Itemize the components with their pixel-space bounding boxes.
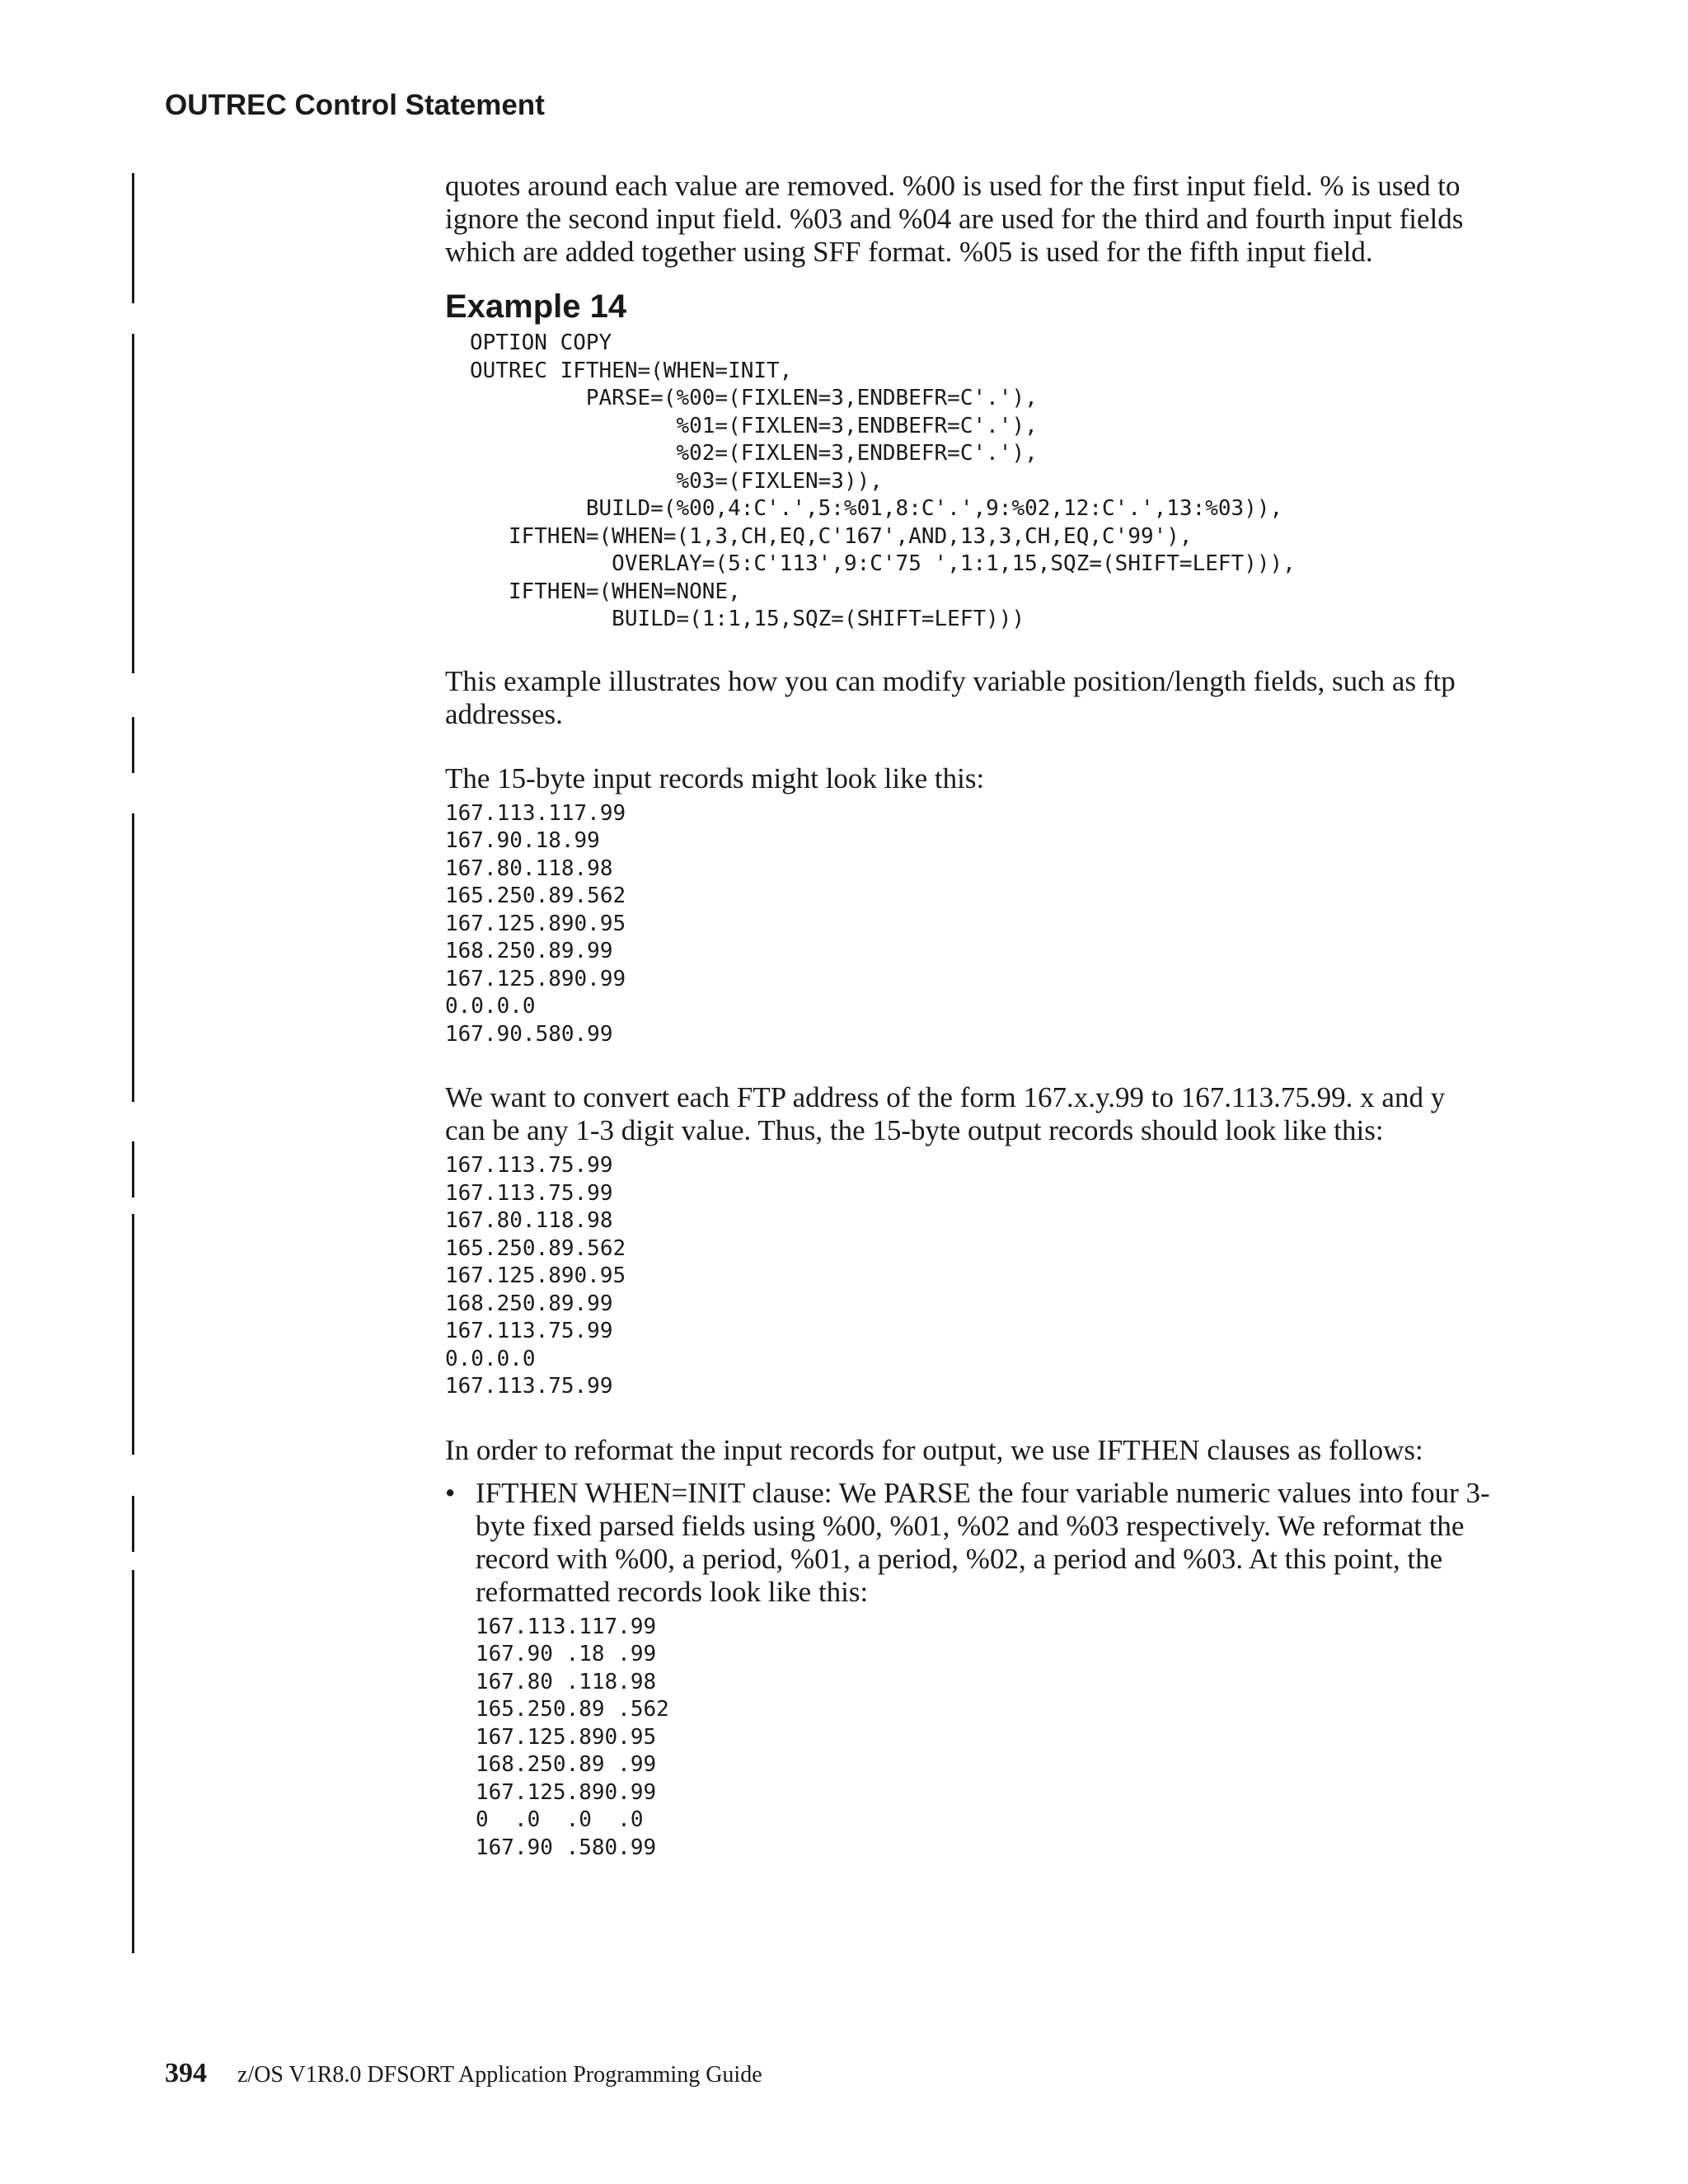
input-intro-paragraph: The 15-byte input records might look like this: bbox=[445, 762, 985, 794]
book-title: z/OS V1R8.0 DFSORT Application Programming Guide bbox=[237, 2062, 762, 2088]
illustrates-paragraph: This example illustrates how you can modify variable position/length fields, such as ftp addresses. bbox=[445, 664, 1456, 730]
bullet-text: IFTHEN WHEN=INIT clause: We PARSE the four variable numeric values into four 3-byte fixed parsed fields using %00, %01, %02 and %03 respectively. We reformat the record with %00, a period, %01, a period, %02, a period and %03. At this point, the reformatted records look like this: bbox=[476, 1476, 1490, 1608]
example-heading: Example 14 bbox=[445, 288, 627, 325]
intro-paragraph: quotes around each value are removed. %00 is used for the first input field. % is used to ignore the second input field. %03 and %04 are used for the third and fourth input fields which are added together using SFF format. %05 is used for the fifth input field. bbox=[445, 170, 1464, 268]
running-header: OUTREC Control Statement bbox=[165, 89, 545, 121]
revision-bar bbox=[132, 1570, 134, 1953]
main-content bbox=[445, 170, 1492, 1862]
revision-bar bbox=[132, 1214, 134, 1455]
revision-bar bbox=[132, 1496, 134, 1552]
output-records-listing: 167.113.75.99 167.113.75.99 167.80.118.98 165.250.89.562 167.125.890.95 168.250.89.99 167.113.75.99 0.0.0.0 167.113.75.99 bbox=[445, 1153, 626, 1399]
page-number: 394 bbox=[165, 2058, 207, 2088]
reformat-paragraph: In order to reformat the input records for output, we use IFTHEN clauses as follows: bbox=[445, 1433, 1423, 1466]
bullet-item bbox=[445, 1477, 1492, 1863]
convert-paragraph: We want to convert each FTP address of the form 167.x.y.99 to 167.113.75.99. x and y can be any 1-3 digit value. Thus, the 15-byte output records should look like this: bbox=[445, 1081, 1446, 1146]
page-footer bbox=[165, 2058, 762, 2089]
input-records-listing: 167.113.117.99 167.90.18.99 167.80.118.98 165.250.89.562 167.125.890.95 168.250.89.99 167.125.890.99 0.0.0.0 167.90.580.99 bbox=[445, 800, 626, 1047]
revision-bar bbox=[132, 813, 134, 1102]
example-code-block: OPTION COPY OUTREC IFTHEN=(WHEN=INIT, PARSE=(%00=(FIXLEN=3,ENDBEFR=C'.'), %01=(FIXLEN=3,ENDBEFR=C'.'), %02=(FIXLEN=3,ENDBEFR=C'.'), %03=(FIXLEN=3)), BUILD=(%00,4:C'.',5:%01,8:C'.',9:%02,12:C'.',13:%03)), IFTHEN=(WHEN=(1,3,CH,EQ,C'167',AND,13,3,CH,EQ,C'99'), OVERLAY=(5:C'113',9:C'75 ',1:1,15,SQZ=(SHIFT=LEFT))), IFTHEN=(WHEN=NONE, BUILD=(1:1,15,SQZ=(SHIFT=LEFT))) bbox=[470, 330, 1296, 631]
revision-bar bbox=[132, 1141, 134, 1197]
revision-bar bbox=[132, 334, 134, 673]
revision-bar bbox=[132, 173, 134, 303]
revision-bar bbox=[132, 717, 134, 773]
reformatted-records-listing: 167.113.117.99 167.90 .18 .99 167.80 .118.98 165.250.89 .562 167.125.890.95 168.250.89 .99 167.125.890.99 0 .0 .0 .0 167.90 .580.99 bbox=[476, 1614, 669, 1860]
bullet-mark: • bbox=[445, 1476, 456, 1509]
